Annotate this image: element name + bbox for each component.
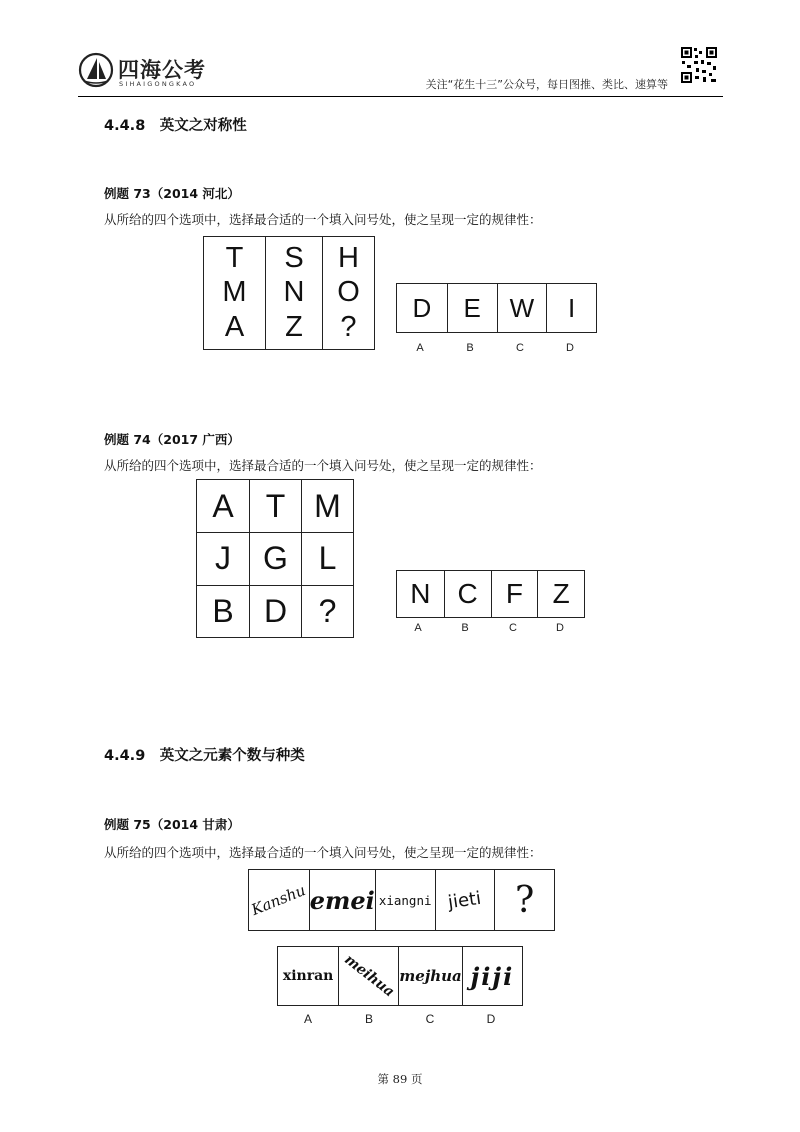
option-label: B	[461, 622, 469, 634]
option-label: A	[414, 622, 422, 634]
word-text: xiangni	[378, 892, 432, 908]
grid-letter: H	[338, 241, 359, 274]
grid-letter: T	[225, 241, 244, 274]
option-cell[interactable]	[338, 947, 398, 1005]
options-row	[396, 283, 597, 333]
grid-letter: D	[249, 585, 301, 637]
grid-letter: Z	[285, 311, 303, 344]
options-row	[396, 570, 585, 618]
option-cell[interactable]: D	[412, 292, 432, 323]
grid-letter: M	[301, 480, 353, 532]
word-cell	[309, 870, 375, 930]
instruction-text: 从所给的四个选项中，选择最合适的一个填入问号处，使之呈现一定的规律性：	[104, 212, 542, 227]
option-cell[interactable]: N	[410, 578, 431, 609]
option-label: B	[364, 1012, 373, 1026]
grid-letter: N	[283, 276, 305, 309]
grid-letter: T	[249, 480, 301, 532]
section-title: 4.4.8 英文之对称性	[104, 118, 247, 134]
option-cell[interactable]: F	[491, 571, 538, 617]
grid-letter: A	[212, 487, 234, 524]
instruction-text: 从所给的四个选项中，选择最合适的一个填入问号处，使之呈现一定的规律性：	[104, 845, 542, 860]
example-title: 例题 74（2017 广西）	[104, 432, 240, 447]
option-label: D	[486, 1012, 496, 1026]
option-cell[interactable]: E	[447, 284, 497, 332]
word-text: emei	[309, 885, 375, 915]
option-cell[interactable]: Z	[537, 571, 584, 617]
brand-name-en: SIHAIGONGKAO	[119, 80, 197, 88]
grid-letter: L	[301, 532, 353, 584]
word-cell	[375, 870, 435, 930]
instruction-text: 从所给的四个选项中，选择最合适的一个填入问号处，使之呈现一定的规律性：	[104, 458, 542, 473]
word-text: xinran	[282, 968, 334, 984]
option-cell[interactable]: I	[546, 284, 596, 332]
grid-column	[322, 237, 374, 349]
option-cell[interactable]	[462, 947, 522, 1005]
grid-letter: B	[197, 585, 249, 637]
question-sequence	[248, 869, 555, 931]
word-text: Kanshu	[249, 881, 309, 919]
page-number: 第 89 页	[377, 1072, 423, 1086]
question-grid	[196, 479, 354, 638]
grid-column	[204, 237, 265, 349]
option-label: D	[556, 622, 564, 634]
option-cell[interactable]	[398, 947, 461, 1005]
word-text: jiji	[470, 961, 515, 991]
logo-icon	[78, 52, 114, 88]
word-cell	[494, 870, 554, 930]
option-cell[interactable]: C	[444, 571, 491, 617]
example-title: 例题 75（2014 甘肃）	[104, 817, 240, 832]
brand-name: 四海公考	[118, 58, 206, 82]
grid-letter: M	[222, 276, 247, 309]
option-label: A	[303, 1012, 312, 1026]
section-title: 4.4.9 英文之元素个数与种类	[104, 748, 305, 764]
grid-letter: J	[197, 532, 249, 584]
question-mark: ?	[301, 585, 353, 637]
example-title: 例题 73（2014 河北）	[104, 186, 240, 201]
option-label: C	[509, 622, 517, 634]
word-text: mejhua	[399, 967, 462, 985]
option-label: D	[566, 342, 574, 354]
option-cell[interactable]: W	[497, 284, 547, 332]
option-label: B	[466, 342, 474, 354]
header-divider	[78, 96, 723, 97]
word-cell	[435, 870, 495, 930]
question-grid	[203, 236, 375, 350]
question-mark: ?	[514, 879, 535, 921]
grid-letter: O	[337, 276, 360, 309]
qr-code-icon	[680, 46, 718, 84]
grid-letter: A	[224, 311, 245, 344]
grid-letter: S	[284, 241, 304, 274]
word-cell	[249, 870, 309, 930]
option-label: C	[516, 342, 524, 354]
option-cell[interactable]	[278, 947, 338, 1005]
grid-letter: G	[249, 532, 301, 584]
option-label: A	[416, 342, 424, 354]
grid-column	[265, 237, 322, 349]
word-text: jieti	[447, 887, 483, 913]
question-mark: ?	[340, 311, 357, 344]
header-note: 关注“花生十三”公众号，每日图推、类比、速算等	[425, 78, 668, 91]
options-row	[277, 946, 523, 1006]
option-label: C	[425, 1012, 435, 1026]
word-text: meihua	[340, 951, 397, 1001]
